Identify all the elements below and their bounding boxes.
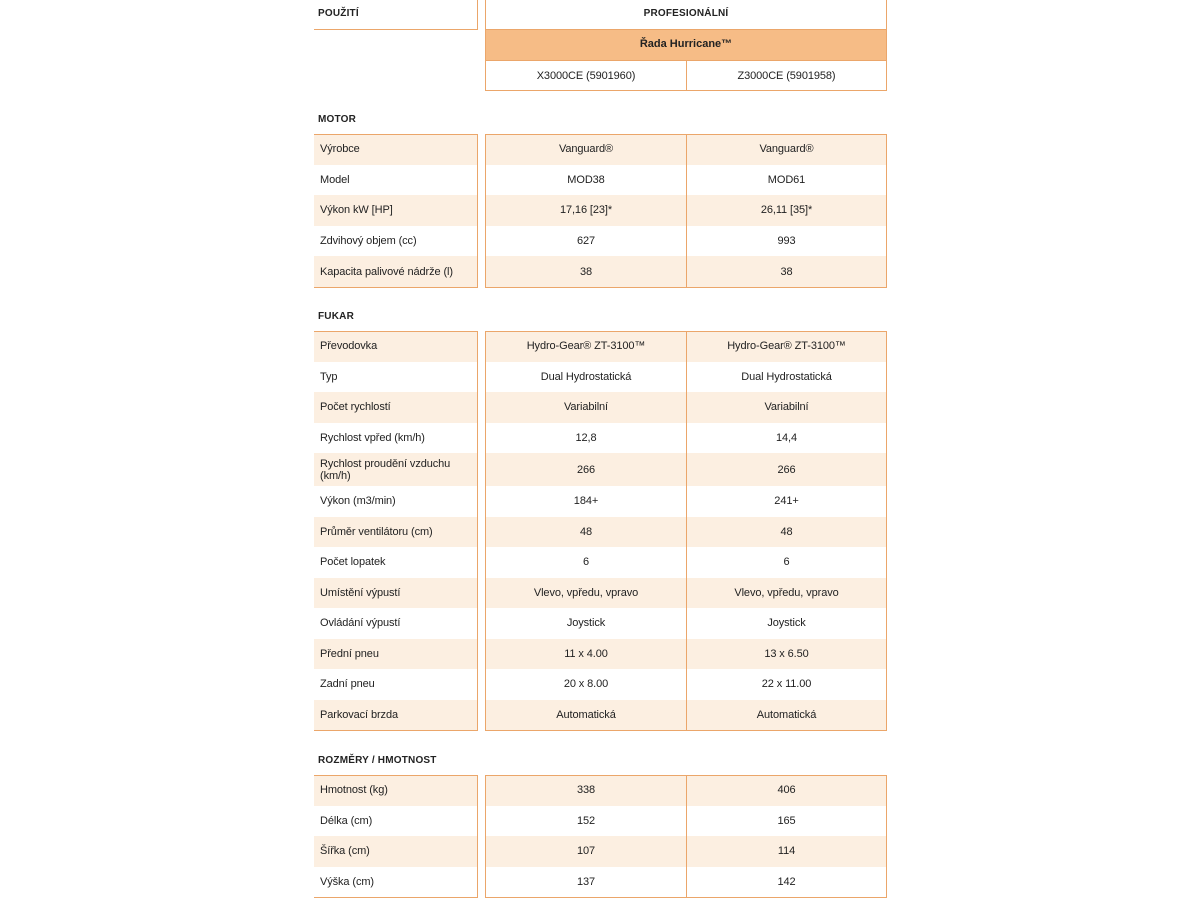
spec-label: Umístění výpustí (320, 586, 401, 599)
spec-value-z3000ce: 165 (777, 814, 796, 827)
spec-value-x3000ce: 152 (576, 814, 596, 827)
spec-value-z3000ce: 241+ (774, 495, 799, 508)
spec-label: Výška (cm) (320, 875, 375, 888)
spec-value-x3000ce: 48 (579, 525, 593, 538)
table-border (477, 134, 478, 287)
spec-value-x3000ce: 338 (576, 784, 596, 797)
table-border (314, 331, 478, 332)
spec-value-x3000ce: 11 x 4.00 (564, 647, 608, 660)
spec-label: Typ (320, 370, 338, 383)
spec-value-z3000ce: 142 (777, 875, 796, 888)
table-border (314, 897, 478, 898)
table-border (886, 775, 887, 898)
spec-value-z3000ce: 13 x 6.50 (764, 647, 809, 660)
spec-value-z3000ce: 26,11 [35]* (760, 204, 813, 217)
series-title: Řada Hurricane™ (639, 38, 733, 50)
section-title: MOTOR (318, 114, 357, 125)
spec-value-x3000ce: 627 (576, 235, 596, 248)
spec-label: Zadní pneu (320, 678, 375, 691)
spec-value-x3000ce: 17,16 [23]* (559, 204, 613, 217)
table-border (686, 331, 687, 731)
spec-value-z3000ce: Dual Hydrostatická (741, 370, 832, 383)
spec-value-x3000ce: Joystick (566, 617, 606, 630)
spec-value-x3000ce: MOD38 (567, 173, 605, 186)
spec-value-z3000ce: Hydro-Gear® ZT-3100™ (727, 340, 846, 353)
spec-label: Rychlost vpřed (km/h) (320, 431, 425, 444)
spec-value-x3000ce: Automatická (556, 708, 616, 721)
spec-value-x3000ce: 184+ (573, 495, 599, 508)
spec-value-z3000ce: Vlevo, vpředu, vpravo (734, 586, 839, 599)
spec-value-z3000ce: 22 x 11.00 (761, 678, 812, 691)
spec-value-z3000ce: 993 (777, 235, 796, 248)
spec-label: Šířka (cm) (320, 845, 370, 858)
spec-value-z3000ce: 114 (777, 845, 796, 858)
spec-value-z3000ce: Variabilní (764, 401, 809, 414)
section-title: ROZMĚRY / HMOTNOST (318, 755, 437, 766)
spec-value-z3000ce: 406 (777, 784, 796, 797)
spec-value-x3000ce: 137 (576, 875, 596, 888)
spec-label: Délka (cm) (320, 814, 373, 827)
spec-label: Parkovací brzda (320, 708, 398, 721)
spec-label: Zdvihový objem (cc) (320, 235, 417, 248)
spec-value-x3000ce: Vanguard® (558, 143, 614, 156)
spec-value-x3000ce: Dual Hydrostatická (540, 370, 632, 383)
spec-label: Ovládání výpustí (320, 617, 401, 630)
spec-value-x3000ce: Vlevo, vpředu, vpravo (533, 586, 639, 599)
spec-value-z3000ce: Vanguard® (759, 143, 814, 156)
spec-value-x3000ce: Variabilní (563, 401, 609, 414)
usage-underline (314, 29, 478, 30)
spec-value-z3000ce: 48 (780, 525, 793, 538)
table-border (886, 134, 887, 288)
usage-divider (477, 0, 478, 30)
table-border (886, 331, 887, 731)
table-border (485, 775, 486, 898)
table-border (314, 287, 478, 288)
spec-value-z3000ce: MOD61 (767, 173, 806, 186)
table-border (314, 134, 478, 135)
table-border (485, 134, 486, 288)
spec-label: Počet rychlostí (320, 401, 391, 414)
spec-label: Hmotnost (kg) (320, 784, 388, 797)
table-border (686, 134, 687, 288)
spec-value-x3000ce: 12,8 (575, 431, 597, 444)
spec-header (0, 0, 1200, 95)
spec-label: Kapacita palivové nádrže (l) (320, 265, 453, 278)
spec-label: Převodovka (320, 340, 378, 353)
spec-value-z3000ce: 266 (777, 463, 796, 476)
model-z3000ce: Z3000CE (5901958) (737, 69, 836, 82)
spec-value-x3000ce: 266 (576, 463, 596, 476)
category-title: PROFESIONÁLNÍ (643, 8, 729, 19)
usage-label: POUŽITÍ (318, 8, 359, 19)
spec-value-z3000ce: Joystick (767, 617, 806, 630)
table-border (477, 775, 478, 897)
spec-value-x3000ce: 107 (576, 845, 596, 858)
spec-value-z3000ce: Automatická (756, 708, 817, 721)
spec-label: Rychlost proudění vzduchu (km/h) (320, 457, 451, 482)
spec-value-z3000ce: 38 (780, 265, 793, 278)
spec-value-x3000ce: 20 x 8.00 (563, 678, 609, 691)
table-border (314, 730, 478, 731)
table-border (485, 331, 486, 731)
spec-label: Model (320, 173, 350, 186)
spec-label: Výrobce (320, 143, 360, 156)
spec-value-z3000ce: 6 (783, 556, 790, 569)
spec-label: Výkon (m3/min) (320, 495, 396, 508)
spec-label: Přední pneu (320, 647, 379, 660)
model-x3000ce: X3000CE (5901960) (536, 69, 636, 82)
section-title: FUKAR (318, 311, 354, 322)
table-border (314, 775, 478, 776)
table-border (686, 775, 687, 898)
spec-label: Počet lopatek (320, 556, 386, 569)
spec-value-x3000ce: 38 (579, 265, 593, 278)
spec-value-x3000ce: Hydro-Gear® ZT-3100™ (526, 340, 646, 353)
spec-value-x3000ce: 6 (582, 556, 590, 569)
spec-value-z3000ce: 14,4 (775, 431, 797, 444)
table-border (477, 331, 478, 730)
spec-label: Průměr ventilátoru (cm) (320, 525, 433, 538)
spec-label: Výkon kW [HP] (320, 204, 393, 217)
